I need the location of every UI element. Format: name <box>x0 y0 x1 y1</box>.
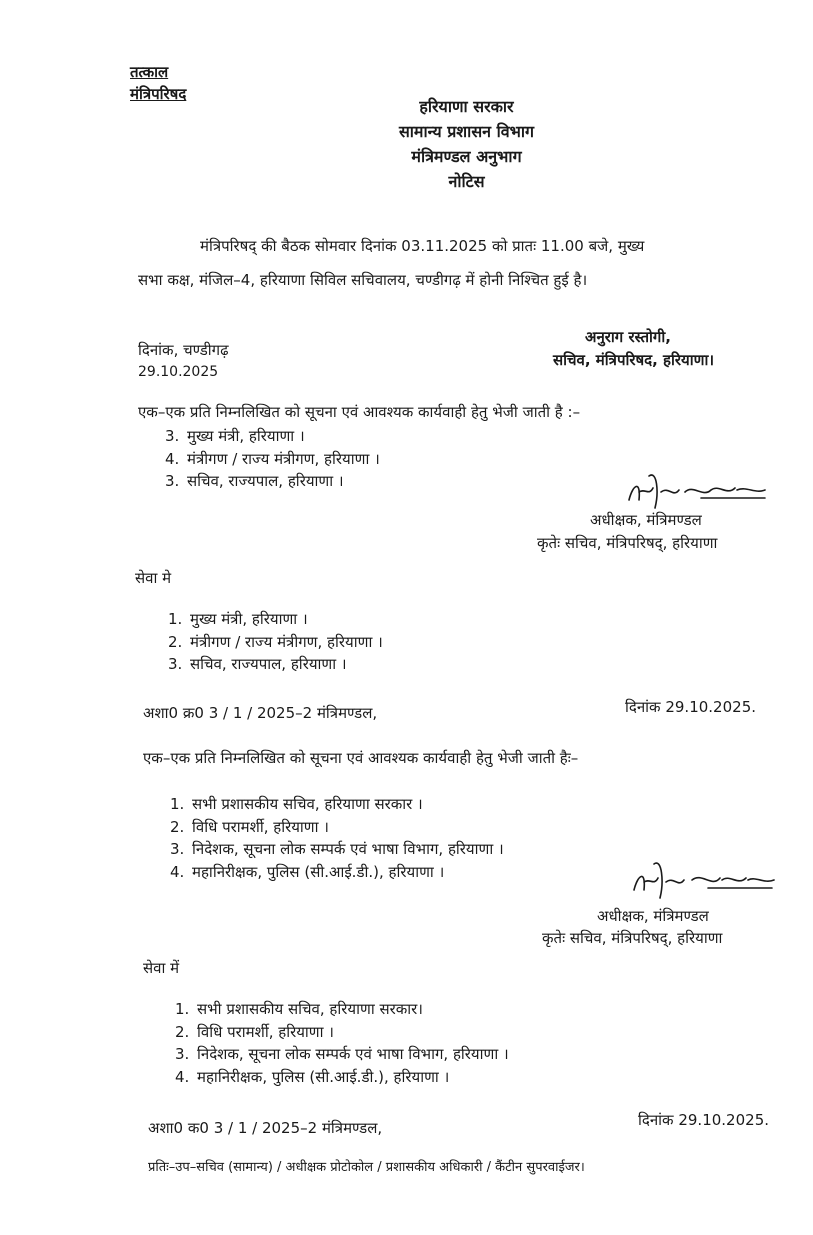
list-item: 1. सभी प्रशासकीय सचिव, हरियाणा सरकार। <box>175 1000 423 1018</box>
notice-paragraph-line2: सभा कक्ष, मंजिल–4, हरियाणा सिविल सचिवालय, चण्डीगढ़ में होनी निश्चित हुई है। <box>138 271 588 289</box>
handwritten-signature <box>622 858 782 906</box>
seva2-reference-date: दिनांक 29.10.2025. <box>638 1111 770 1129</box>
government-title: हरियाणा सरकार <box>419 97 514 116</box>
signatory-designation: सचिव, मंत्रिपरिषद, हरियाणा। <box>553 351 715 369</box>
copy2-intro: एक–एक प्रति निम्नलिखित को सूचना एवं आवश्यक कार्यवाही हेतु भेजी जाती हैः– <box>143 749 579 767</box>
copy1-list <box>165 425 380 493</box>
notice-paragraph-line1: मंत्रिपरिषद् की बैठक सोमवार दिनांक 03.11.2025 को प्रातः 11.00 बजे, मुख्य <box>200 237 645 255</box>
seva1-reference: अशा0 क्र0 3 / 1 / 2025–2 मंत्रिमण्डल, <box>143 704 378 722</box>
seva1-label: सेवा मे <box>135 569 172 587</box>
council-label: मंत्रिपरिषद <box>130 85 187 103</box>
department-title: सामान्य प्रशासन विभाग <box>398 122 535 141</box>
place-label: दिनांक, चण्डीगढ़ <box>138 341 229 359</box>
urgent-label: तत्काल <box>130 63 169 81</box>
copy1-intro: एक–एक प्रति निम्नलिखित को सूचना एवं आवश्यक कार्यवाही हेतु भेजी जाती है :– <box>138 403 581 421</box>
list-item: 4. मंत्रीगण / राज्य मंत्रीगण, हरियाणा । <box>165 449 380 468</box>
list-item: 3. सचिव, राज्यपाल, हरियाणा । <box>168 655 347 673</box>
seva2-label: सेवा में <box>143 959 180 977</box>
list-item: 2. मंत्रीगण / राज्य मंत्रीगण, हरियाणा । <box>168 632 383 651</box>
copy1-sign-designation: अधीक्षक, मंत्रिमण्डल <box>590 511 702 529</box>
section-title: मंत्रिमण्डल अनुभाग <box>411 147 522 166</box>
list-item: 3. सचिव, राज्यपाल, हरियाणा । <box>165 472 344 490</box>
list-item: 3. मुख्य मंत्री, हरियाणा । <box>165 427 305 445</box>
copy2-sign-designation: अधीक्षक, मंत्रिमण्डल <box>597 907 709 925</box>
notice-title: नोटिस <box>448 172 485 191</box>
seva2-reference: अशा0 क0 3 / 1 / 2025–2 मंत्रिमण्डल, <box>148 1119 383 1137</box>
notice-date: 29.10.2025 <box>138 364 219 380</box>
copy2-list <box>170 793 504 883</box>
list-item: 1. मुख्य मंत्री, हरियाणा । <box>168 610 308 628</box>
seva1-reference-date: दिनांक 29.10.2025. <box>625 698 757 716</box>
list-item: 4. महानिरीक्षक, पुलिस (सी.आई.डी.), हरियाणा । <box>175 1067 450 1086</box>
list-item: 1. सभी प्रशासकीय सचिव, हरियाणा सरकार । <box>170 795 423 813</box>
copy1-sign-on-behalf: कृतेः सचिव, मंत्रिपरिषद्, हरियाणा <box>537 534 718 552</box>
seva2-list <box>175 998 509 1088</box>
list-item: 2. विधि परामर्शी, हरियाणा । <box>175 1022 334 1041</box>
copy2-sign-on-behalf: कृतेः सचिव, मंत्रिपरिषद्, हरियाणा <box>542 929 723 947</box>
list-item: 3. निदेशक, सूचना लोक सम्पर्क एवं भाषा विभाग, हरियाणा । <box>175 1045 509 1063</box>
list-item: 3. निदेशक, सूचना लोक सम्पर्क एवं भाषा विभाग, हरियाणा । <box>170 840 504 858</box>
copy-to-footer: प्रतिः–उप–सचिव (सामान्य) / अधीक्षक प्रोटोकोल / प्रशासकीय अधिकारी / कैंटीन सुपरवाईजर। <box>148 1160 585 1175</box>
signatory-name: अनुराग रस्तोगी, <box>585 328 671 346</box>
seva1-list <box>168 608 383 676</box>
list-item: 2. विधि परामर्शी, हरियाणा । <box>170 817 329 836</box>
list-item: 4. महानिरीक्षक, पुलिस (सी.आई.डी.), हरियाणा । <box>170 862 445 881</box>
